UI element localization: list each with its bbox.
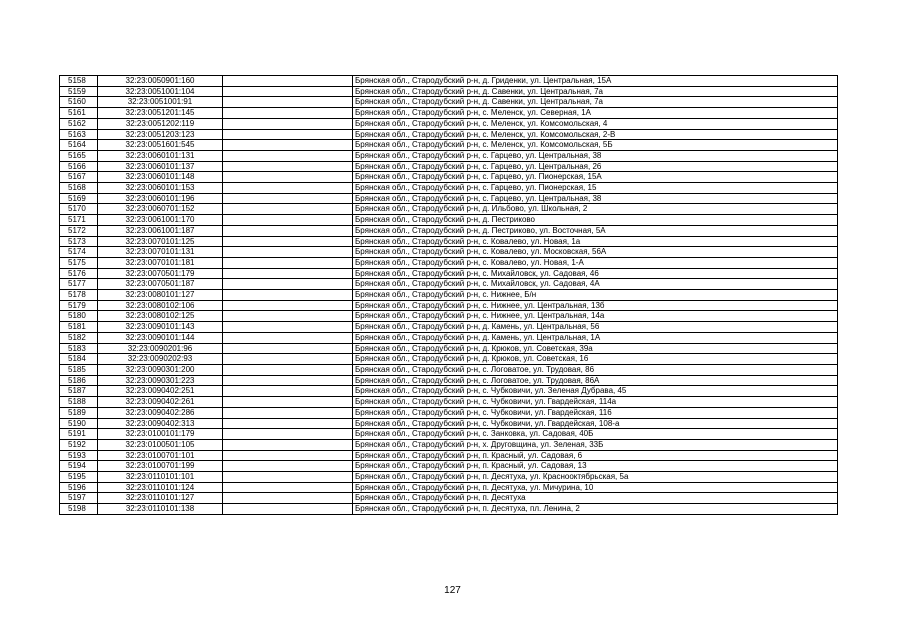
row-number-cell: 5183 xyxy=(60,343,98,354)
empty-cell xyxy=(223,193,353,204)
table-row xyxy=(60,290,838,301)
address-cell: Брянская обл., Стародубский р-н, с. Меленск, ул. Комсомольская, 5Б xyxy=(353,140,838,151)
address-cell: Брянская обл., Стародубский р-н, с. Чубковичи, ул. Зеленая Дубрава, 45 xyxy=(353,386,838,397)
empty-cell xyxy=(223,150,353,161)
row-number-cell: 5174 xyxy=(60,247,98,258)
empty-cell xyxy=(223,493,353,504)
table-row xyxy=(60,183,838,194)
table-row xyxy=(60,257,838,268)
address-cell: Брянская обл., Стародубский р-н, д. Камень, ул. Центральная, 1А xyxy=(353,332,838,343)
cadastral-number-cell: 32:23:0090101:143 xyxy=(98,322,223,333)
cadastral-number-cell: 32:23:0070101:181 xyxy=(98,257,223,268)
address-cell: Брянская обл., Стародубский р-н, с. Меленск, ул. Северная, 1А xyxy=(353,108,838,119)
row-number-cell: 5182 xyxy=(60,332,98,343)
cadastral-number-cell: 32:23:0080101:127 xyxy=(98,290,223,301)
table-row xyxy=(60,225,838,236)
address-cell: Брянская обл., Стародубский р-н, д. Ильбово, ул. Школьная, 2 xyxy=(353,204,838,215)
table-body xyxy=(60,76,838,515)
cadastral-number-cell: 32:23:0051201:145 xyxy=(98,108,223,119)
address-cell: Брянская обл., Стародубский р-н, п. Десятуха xyxy=(353,493,838,504)
cadastral-number-cell: 32:23:0090201:96 xyxy=(98,343,223,354)
row-number-cell: 5176 xyxy=(60,268,98,279)
cadastral-number-cell: 32:23:0110101:101 xyxy=(98,472,223,483)
row-number-cell: 5194 xyxy=(60,461,98,472)
empty-cell xyxy=(223,332,353,343)
row-number-cell: 5169 xyxy=(60,193,98,204)
row-number-cell: 5171 xyxy=(60,215,98,226)
empty-cell xyxy=(223,322,353,333)
cadastral-number-cell: 32:23:0080102:125 xyxy=(98,311,223,322)
empty-cell xyxy=(223,225,353,236)
empty-cell xyxy=(223,461,353,472)
table-row xyxy=(60,300,838,311)
page-number: 127 xyxy=(444,585,461,596)
empty-cell xyxy=(223,482,353,493)
address-cell: Брянская обл., Стародубский р-н, с. Занковка, ул. Садовая, 40Б xyxy=(353,429,838,440)
empty-cell xyxy=(223,311,353,322)
cadastral-number-cell: 32:23:0060101:148 xyxy=(98,172,223,183)
row-number-cell: 5158 xyxy=(60,76,98,87)
row-number-cell: 5180 xyxy=(60,311,98,322)
table-row xyxy=(60,161,838,172)
empty-cell xyxy=(223,108,353,119)
row-number-cell: 5189 xyxy=(60,407,98,418)
table-row xyxy=(60,364,838,375)
cadastral-number-cell: 32:23:0061001:187 xyxy=(98,225,223,236)
address-cell: Брянская обл., Стародубский р-н, п. Красный, ул. Садовая, 6 xyxy=(353,450,838,461)
table-row xyxy=(60,439,838,450)
row-number-cell: 5178 xyxy=(60,290,98,301)
row-number-cell: 5188 xyxy=(60,397,98,408)
table-row xyxy=(60,375,838,386)
cadastral-number-cell: 32:23:0110101:127 xyxy=(98,493,223,504)
table-row xyxy=(60,247,838,258)
table-row xyxy=(60,482,838,493)
row-number-cell: 5166 xyxy=(60,161,98,172)
cadastral-number-cell: 32:23:0070101:131 xyxy=(98,247,223,258)
table-row xyxy=(60,418,838,429)
cadastral-number-cell: 32:23:0060101:153 xyxy=(98,183,223,194)
address-cell: Брянская обл., Стародубский р-н, с. Нижнее, Б/н xyxy=(353,290,838,301)
cadastral-number-cell: 32:23:0060101:137 xyxy=(98,161,223,172)
empty-cell xyxy=(223,76,353,87)
cadastral-number-cell: 32:23:0090402:261 xyxy=(98,397,223,408)
address-cell: Брянская обл., Стародубский р-н, с. Гарцево, ул. Пионерская, 15А xyxy=(353,172,838,183)
cadastral-number-cell: 32:23:0061001:170 xyxy=(98,215,223,226)
cadastral-number-cell: 32:23:0100501:105 xyxy=(98,439,223,450)
cadastral-number-cell: 32:23:0051203:123 xyxy=(98,129,223,140)
cadastral-number-cell: 32:23:0090301:223 xyxy=(98,375,223,386)
row-number-cell: 5181 xyxy=(60,322,98,333)
empty-cell xyxy=(223,204,353,215)
address-cell: Брянская обл., Стародубский р-н, с. Чубковичи, ул. Гвардейская, 116 xyxy=(353,407,838,418)
table-row xyxy=(60,86,838,97)
cadastral-number-cell: 32:23:0060701:152 xyxy=(98,204,223,215)
property-table xyxy=(59,75,838,515)
empty-cell xyxy=(223,397,353,408)
empty-cell xyxy=(223,472,353,483)
address-cell: Брянская обл., Стародубский р-н, х. Друговщина, ул. Зеленая, 33Б xyxy=(353,439,838,450)
empty-cell xyxy=(223,86,353,97)
row-number-cell: 5198 xyxy=(60,504,98,515)
row-number-cell: 5177 xyxy=(60,279,98,290)
address-cell: Брянская обл., Стародубский р-н, с. Ковалево, ул. Новая, 1-А xyxy=(353,257,838,268)
row-number-cell: 5170 xyxy=(60,204,98,215)
empty-cell xyxy=(223,268,353,279)
address-cell: Брянская обл., Стародубский р-н, с. Меленск, ул. Комсомольская, 2-В xyxy=(353,129,838,140)
address-cell: Брянская обл., Стародубский р-н, п. Десятуха, ул. Краснооктябрьская, 5а xyxy=(353,472,838,483)
table-row xyxy=(60,97,838,108)
cadastral-number-cell: 32:23:0090402:313 xyxy=(98,418,223,429)
address-cell: Брянская обл., Стародубский р-н, с. Логоватое, ул. Трудовая, 86 xyxy=(353,364,838,375)
table-row xyxy=(60,343,838,354)
cadastral-number-cell: 32:23:0100701:199 xyxy=(98,461,223,472)
cadastral-number-cell: 32:23:0070501:187 xyxy=(98,279,223,290)
row-number-cell: 5187 xyxy=(60,386,98,397)
row-number-cell: 5184 xyxy=(60,354,98,365)
cadastral-number-cell: 32:23:0110101:124 xyxy=(98,482,223,493)
cadastral-number-cell: 32:23:0060101:131 xyxy=(98,150,223,161)
table-row xyxy=(60,311,838,322)
table-row xyxy=(60,322,838,333)
address-cell: Брянская обл., Стародубский р-н, с. Ковалево, ул. Новая, 1а xyxy=(353,236,838,247)
empty-cell xyxy=(223,300,353,311)
cadastral-number-cell: 32:23:0100701:101 xyxy=(98,450,223,461)
cadastral-number-cell: 32:23:0090402:251 xyxy=(98,386,223,397)
table-row xyxy=(60,204,838,215)
row-number-cell: 5196 xyxy=(60,482,98,493)
row-number-cell: 5185 xyxy=(60,364,98,375)
address-cell: Брянская обл., Стародубский р-н, д. Пестриково, ул. Восточная, 5А xyxy=(353,225,838,236)
address-cell: Брянская обл., Стародубский р-н, с. Чубковичи, ул. Гвардейская, 108-а xyxy=(353,418,838,429)
address-cell: Брянская обл., Стародубский р-н, п. Десятуха, ул. Мичурина, 10 xyxy=(353,482,838,493)
empty-cell xyxy=(223,418,353,429)
cadastral-number-cell: 32:23:0090301:200 xyxy=(98,364,223,375)
empty-cell xyxy=(223,343,353,354)
address-cell: Брянская обл., Стародубский р-н, с. Нижнее, ул. Центральная, 13б xyxy=(353,300,838,311)
cadastral-number-cell: 32:23:0051601:545 xyxy=(98,140,223,151)
row-number-cell: 5159 xyxy=(60,86,98,97)
row-number-cell: 5193 xyxy=(60,450,98,461)
address-cell: Брянская обл., Стародубский р-н, с. Чубковичи, ул. Гвардейская, 114а xyxy=(353,397,838,408)
cadastral-number-cell: 32:23:0070101:125 xyxy=(98,236,223,247)
cadastral-number-cell: 32:23:0060101:196 xyxy=(98,193,223,204)
cadastral-number-cell: 32:23:0090202:93 xyxy=(98,354,223,365)
address-cell: Брянская обл., Стародубский р-н, с. Меленск, ул. Комсомольская, 4 xyxy=(353,118,838,129)
table-row xyxy=(60,493,838,504)
address-cell: Брянская обл., Стародубский р-н, с. Ковалево, ул. Московская, 56А xyxy=(353,247,838,258)
empty-cell xyxy=(223,290,353,301)
address-cell: Брянская обл., Стародубский р-н, с. Михайловск, ул. Садовая, 4А xyxy=(353,279,838,290)
address-cell: Брянская обл., Стародубский р-н, п. Десятуха, пл. Ленина, 2 xyxy=(353,504,838,515)
row-number-cell: 5190 xyxy=(60,418,98,429)
empty-cell xyxy=(223,429,353,440)
row-number-cell: 5175 xyxy=(60,257,98,268)
address-cell: Брянская обл., Стародубский р-н, д. Гриденки, ул. Центральная, 15А xyxy=(353,76,838,87)
table-row xyxy=(60,504,838,515)
cadastral-number-cell: 32:23:0051001:91 xyxy=(98,97,223,108)
cadastral-number-cell: 32:23:0050901:160 xyxy=(98,76,223,87)
table-row xyxy=(60,472,838,483)
row-number-cell: 5197 xyxy=(60,493,98,504)
empty-cell xyxy=(223,279,353,290)
address-cell: Брянская обл., Стародубский р-н, д. Савенки, ул. Центральная, 7а xyxy=(353,86,838,97)
table-row xyxy=(60,215,838,226)
table-row xyxy=(60,332,838,343)
address-cell: Брянская обл., Стародубский р-н, д. Камень, ул. Центральная, 56 xyxy=(353,322,838,333)
address-cell: Брянская обл., Стародубский р-н, с. Гарцево, ул. Центральная, 26 xyxy=(353,161,838,172)
cadastral-number-cell: 32:23:0051202:119 xyxy=(98,118,223,129)
row-number-cell: 5191 xyxy=(60,429,98,440)
cadastral-number-cell: 32:23:0100101:179 xyxy=(98,429,223,440)
row-number-cell: 5172 xyxy=(60,225,98,236)
table-row xyxy=(60,118,838,129)
table-row xyxy=(60,429,838,440)
cadastral-number-cell: 32:23:0110101:138 xyxy=(98,504,223,515)
empty-cell xyxy=(223,386,353,397)
empty-cell xyxy=(223,504,353,515)
row-number-cell: 5186 xyxy=(60,375,98,386)
empty-cell xyxy=(223,364,353,375)
address-cell: Брянская обл., Стародубский р-н, д. Крюков, ул. Советская, 16 xyxy=(353,354,838,365)
empty-cell xyxy=(223,129,353,140)
empty-cell xyxy=(223,236,353,247)
address-cell: Брянская обл., Стародубский р-н, д. Савенки, ул. Центральная, 7а xyxy=(353,97,838,108)
row-number-cell: 5192 xyxy=(60,439,98,450)
address-cell: Брянская обл., Стародубский р-н, п. Красный, ул. Садовая, 13 xyxy=(353,461,838,472)
address-cell: Брянская обл., Стародубский р-н, д. Пестриково xyxy=(353,215,838,226)
empty-cell xyxy=(223,450,353,461)
cadastral-number-cell: 32:23:0080102:106 xyxy=(98,300,223,311)
table-row xyxy=(60,129,838,140)
row-number-cell: 5164 xyxy=(60,140,98,151)
empty-cell xyxy=(223,118,353,129)
table-row xyxy=(60,407,838,418)
table-row xyxy=(60,108,838,119)
empty-cell xyxy=(223,407,353,418)
row-number-cell: 5195 xyxy=(60,472,98,483)
address-cell: Брянская обл., Стародубский р-н, д. Крюков, ул. Советская, 39а xyxy=(353,343,838,354)
table-row xyxy=(60,397,838,408)
row-number-cell: 5173 xyxy=(60,236,98,247)
empty-cell xyxy=(223,183,353,194)
row-number-cell: 5160 xyxy=(60,97,98,108)
empty-cell xyxy=(223,247,353,258)
address-cell: Брянская обл., Стародубский р-н, с. Гарцево, ул. Пионерская, 15 xyxy=(353,183,838,194)
table-row xyxy=(60,461,838,472)
table-row xyxy=(60,193,838,204)
table-row xyxy=(60,236,838,247)
empty-cell xyxy=(223,375,353,386)
row-number-cell: 5167 xyxy=(60,172,98,183)
address-cell: Брянская обл., Стародубский р-н, с. Гарцево, ул. Центральная, 38 xyxy=(353,150,838,161)
table-row xyxy=(60,279,838,290)
cadastral-number-cell: 32:23:0070501:179 xyxy=(98,268,223,279)
address-cell: Брянская обл., Стародубский р-н, с. Михайловск, ул. Садовая, 46 xyxy=(353,268,838,279)
row-number-cell: 5161 xyxy=(60,108,98,119)
cadastral-number-cell: 32:23:0090101:144 xyxy=(98,332,223,343)
empty-cell xyxy=(223,161,353,172)
table-row xyxy=(60,268,838,279)
empty-cell xyxy=(223,140,353,151)
row-number-cell: 5168 xyxy=(60,183,98,194)
empty-cell xyxy=(223,172,353,183)
table-row xyxy=(60,354,838,365)
row-number-cell: 5179 xyxy=(60,300,98,311)
address-cell: Брянская обл., Стародубский р-н, с. Логоватое, ул. Трудовая, 86А xyxy=(353,375,838,386)
cadastral-number-cell: 32:23:0051001:104 xyxy=(98,86,223,97)
empty-cell xyxy=(223,354,353,365)
row-number-cell: 5162 xyxy=(60,118,98,129)
empty-cell xyxy=(223,257,353,268)
table-row xyxy=(60,150,838,161)
row-number-cell: 5163 xyxy=(60,129,98,140)
table-row xyxy=(60,140,838,151)
empty-cell xyxy=(223,215,353,226)
table-row xyxy=(60,386,838,397)
empty-cell xyxy=(223,97,353,108)
table-row xyxy=(60,172,838,183)
address-cell: Брянская обл., Стародубский р-н, с. Нижнее, ул. Центральная, 14а xyxy=(353,311,838,322)
cadastral-number-cell: 32:23:0090402:286 xyxy=(98,407,223,418)
row-number-cell: 5165 xyxy=(60,150,98,161)
empty-cell xyxy=(223,439,353,450)
table-row xyxy=(60,76,838,87)
table-row xyxy=(60,450,838,461)
address-cell: Брянская обл., Стародубский р-н, с. Гарцево, ул. Центральная, 38 xyxy=(353,193,838,204)
